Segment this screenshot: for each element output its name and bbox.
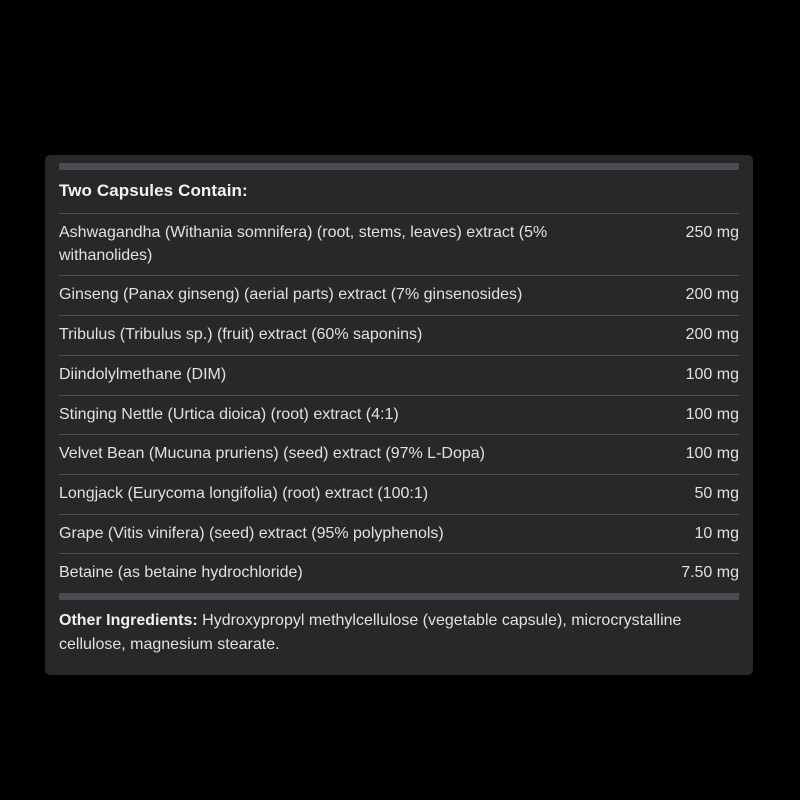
ingredient-row — [59, 514, 739, 554]
ingredient-row — [59, 553, 739, 593]
ingredient-row — [59, 355, 739, 395]
ingredient-amount: 100 mg — [685, 405, 739, 423]
ingredient-name: Stinging Nettle (Urtica dioica) (root) extract (4:1) — [59, 405, 399, 423]
ingredient-row — [59, 275, 739, 315]
ingredient-row — [59, 474, 739, 514]
ingredient-name: Velvet Bean (Mucuna pruriens) (seed) extract (97% L-Dopa) — [59, 445, 485, 463]
panel-title: Two Capsules Contain: — [59, 181, 248, 200]
top-divider-bar — [59, 163, 739, 170]
ingredient-rows — [59, 213, 739, 593]
ingredient-name: Tribulus (Tribulus sp.) (fruit) extract (60% saponins) — [59, 326, 423, 344]
ingredient-row — [59, 213, 739, 275]
ingredient-amount: 7.50 mg — [681, 564, 739, 582]
ingredient-name: Longjack (Eurycoma longifolia) (root) extract (100:1) — [59, 485, 429, 503]
other-ingredients — [59, 600, 739, 661]
ingredient-amount: 100 mg — [685, 445, 739, 463]
ingredient-name: Ginseng (Panax ginseng) (aerial parts) extract (7% ginsenosides) — [59, 286, 523, 304]
ingredient-row — [59, 434, 739, 474]
ingredient-name: Ashwagandha (Withania somnifera) (root, stems, leaves) extract (5% withanolides) — [59, 224, 548, 264]
other-ingredients-label: Other Ingredients: — [59, 612, 198, 630]
ingredient-amount: 250 mg — [685, 224, 739, 241]
ingredient-row — [59, 315, 739, 355]
bottom-divider-bar — [59, 593, 739, 600]
ingredient-name: Grape (Vitis vinifera) (seed) extract (95% polyphenols) — [59, 524, 444, 542]
supplement-facts-panel — [45, 155, 753, 675]
other-ingredients-text: Hydroxypropyl methylcellulose (vegetable capsule), microcrystalline cellulose, magnesium stearate. — [59, 612, 682, 654]
ingredient-amount: 200 mg — [685, 326, 739, 344]
ingredient-name: Diindolylmethane (DIM) — [59, 365, 227, 383]
ingredient-amount: 10 mg — [694, 524, 739, 542]
ingredient-amount: 200 mg — [685, 286, 739, 304]
ingredient-row — [59, 395, 739, 435]
ingredient-name: Betaine (as betaine hydrochloride) — [59, 564, 303, 582]
ingredient-amount: 50 mg — [694, 485, 739, 503]
ingredient-amount: 100 mg — [685, 365, 739, 383]
